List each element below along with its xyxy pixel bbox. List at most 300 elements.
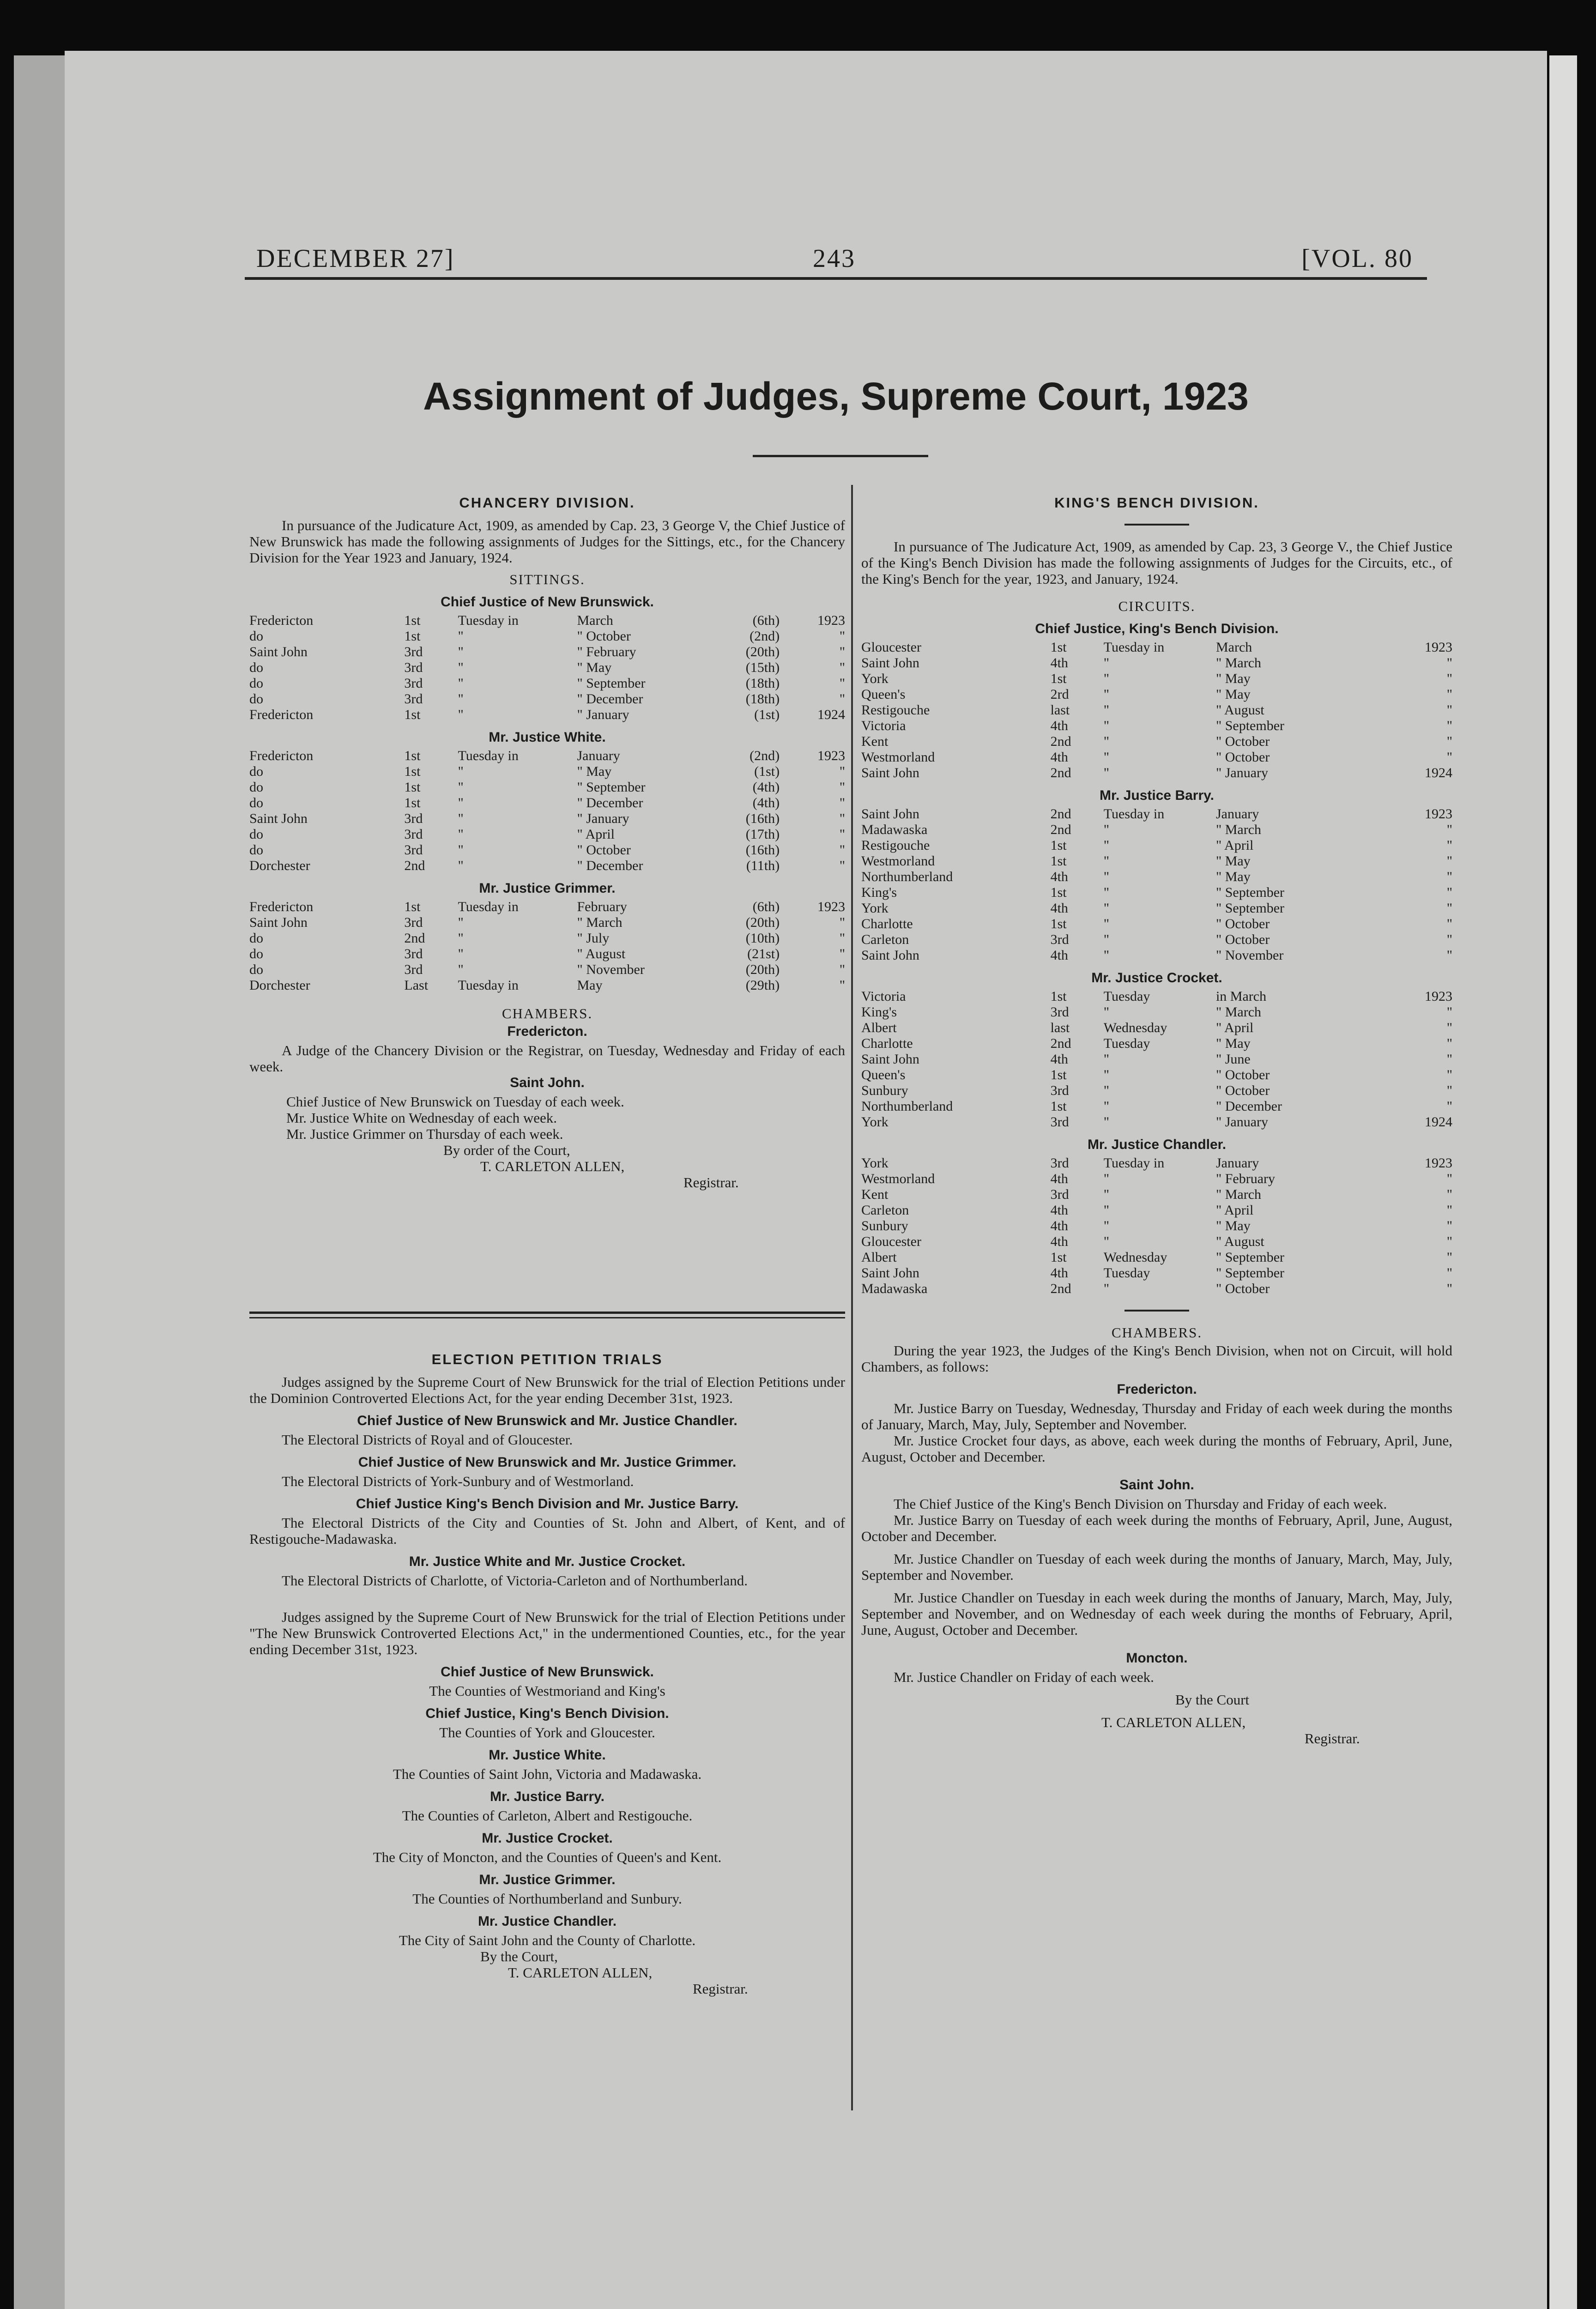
- circuit-cell: York: [861, 901, 889, 916]
- circuit-cell: Victoria: [861, 718, 906, 733]
- sitting-cell: (4th): [752, 795, 780, 810]
- election-heading: ELECTION PETITION TRIALS: [431, 1351, 663, 1367]
- sitting-cell: 3rd: [404, 827, 423, 842]
- circuit-cell: 4th: [1050, 718, 1068, 733]
- sitting-cell: Fredericton: [249, 613, 314, 628]
- circuit-cell: 1923: [1425, 989, 1452, 1004]
- sitting-cell: " May: [577, 764, 612, 779]
- sitting-row: [249, 676, 845, 691]
- sitting-cell: Fredericton: [249, 748, 314, 763]
- circuit-cell: ": [1103, 1004, 1110, 1020]
- election-districts: The Counties of Saint John, Victoria and Madawaska.: [393, 1766, 702, 1782]
- circuit-cell: " March: [1215, 655, 1262, 671]
- sitting-cell: (16th): [745, 842, 780, 858]
- section-rule-thin: [249, 1317, 845, 1318]
- sitting-cell: " October: [577, 842, 631, 858]
- circuit-cell: Northumberland: [861, 869, 953, 884]
- circuit-row: [861, 948, 1452, 963]
- sitting-cell: Tuesday in: [458, 899, 519, 914]
- kings-bench-heading: KING'S BENCH DIVISION.: [1054, 495, 1259, 511]
- chancery-section: [249, 492, 845, 1191]
- circuit-cell: ": [1446, 1036, 1452, 1051]
- circuit-cell: King's: [861, 885, 897, 900]
- sitting-cell: 1st: [404, 707, 421, 722]
- kb-fredericton-para: Mr. Justice Crocket four days, as above, each week during the months of February, April, June, August, October and December.: [861, 1433, 1452, 1465]
- circuit-cell: in March: [1215, 989, 1267, 1004]
- sitting-cell: ": [839, 915, 845, 930]
- sitting-cell: ": [839, 858, 845, 873]
- sitting-cell: 3rd: [404, 660, 423, 675]
- circuit-cell: 4th: [1050, 869, 1068, 884]
- circuit-cell: 2nd: [1050, 806, 1071, 822]
- kb-moncton-text: Mr. Justice Chandler on Friday of each week.: [894, 1669, 1154, 1685]
- circuit-row: [861, 916, 1452, 932]
- circuit-cell: ": [1446, 916, 1452, 931]
- sitting-row: [249, 915, 845, 931]
- circuit-row: [861, 1234, 1452, 1250]
- sitting-row: [249, 748, 845, 764]
- circuits-label: CIRCUITS.: [1118, 598, 1196, 614]
- sitting-cell: Fredericton: [249, 899, 314, 914]
- header-volume: [VOL. 80: [1301, 244, 1413, 273]
- circuit-cell: " September: [1215, 718, 1285, 733]
- sitting-cell: (29th): [745, 978, 780, 993]
- election-districts: The Electoral Districts of Charlotte, of Victoria-Carleton and of Northumberland.: [282, 1572, 748, 1589]
- circuit-cell: Wednesday: [1103, 1250, 1167, 1265]
- circuit-cell: " June: [1215, 1052, 1251, 1067]
- circuit-cell: Westmorland: [861, 853, 935, 869]
- sitting-cell: (15th): [745, 660, 780, 675]
- circuits-table: [861, 806, 1452, 963]
- page-title: Assignment of Judges, Supreme Court, 1923: [423, 375, 1249, 418]
- kings-bench-section: [861, 492, 1452, 1747]
- circuit-cell: ": [1446, 750, 1452, 765]
- book-binding-edge: [14, 55, 65, 2309]
- circuit-cell: York: [861, 1114, 889, 1130]
- circuit-cell: ": [1103, 1171, 1110, 1186]
- circuit-cell: Westmorland: [861, 1171, 935, 1186]
- circuit-cell: ": [1103, 1203, 1110, 1218]
- sitting-row: [249, 978, 845, 993]
- circuit-cell: " September: [1215, 1250, 1285, 1265]
- circuit-cell: ": [1446, 948, 1452, 963]
- circuit-cell: Queen's: [861, 1067, 906, 1082]
- sitting-cell: " September: [577, 676, 646, 691]
- election-judges: Mr. Justice Chandler.: [478, 1914, 617, 1929]
- kb-chambers-label: CHAMBERS.: [1111, 1324, 1203, 1341]
- circuit-cell: 1st: [1050, 671, 1067, 686]
- circuit-cell: " April: [1215, 838, 1254, 853]
- circuit-cell: ": [1103, 655, 1110, 671]
- circuit-cell: 3rd: [1050, 1083, 1069, 1098]
- election-intro-provincial: Judges assigned by the Supreme Court of New Brunswick for the trial of Election Petitions under "The New Brunswick Controverted Elections Act," in the undermentioned Counties, etc., for the year ending December 31st, 1923.: [249, 1609, 845, 1657]
- election-districts: The Counties of Northumberland and Sunbury.: [412, 1891, 682, 1907]
- circuit-cell: " October: [1215, 1083, 1270, 1098]
- circuit-cell: 4th: [1050, 1234, 1068, 1249]
- circuit-cell: ": [1103, 1083, 1110, 1098]
- kb-signer: T. CARLETON ALLEN,: [1101, 1714, 1246, 1730]
- judge-heading: Mr. Justice Chandler.: [1087, 1137, 1227, 1152]
- circuit-cell: Charlotte: [861, 1036, 913, 1051]
- sitting-cell: Tuesday in: [458, 748, 519, 763]
- sitting-cell: " March: [577, 915, 623, 930]
- sitting-cell: Saint John: [249, 811, 308, 826]
- sitting-cell: do: [249, 795, 263, 810]
- sitting-cell: ": [839, 780, 845, 795]
- sitting-cell: ": [839, 946, 845, 961]
- circuit-row: [861, 750, 1452, 765]
- circuit-cell: 3rd: [1050, 932, 1069, 947]
- circuit-cell: ": [1446, 838, 1452, 853]
- circuit-cell: 1924: [1425, 1114, 1452, 1130]
- election-section: [249, 1348, 845, 1997]
- sitting-cell: (11th): [746, 858, 780, 873]
- circuit-row: [861, 822, 1452, 838]
- election-districts: The Counties of Westmoriand and King's: [429, 1683, 665, 1699]
- circuit-cell: March: [1215, 640, 1252, 655]
- sitting-cell: ": [458, 780, 464, 795]
- sitting-row: [249, 827, 845, 842]
- sittings-table: [249, 899, 845, 993]
- circuit-row: [861, 901, 1452, 916]
- circuit-row: [861, 687, 1452, 702]
- judge-heading: Chief Justice, King's Bench Division.: [1035, 621, 1279, 636]
- circuit-cell: 1st: [1050, 838, 1067, 853]
- election-judges: Chief Justice of New Brunswick.: [441, 1664, 654, 1680]
- circuit-cell: " October: [1215, 750, 1270, 765]
- sitting-cell: do: [249, 629, 263, 644]
- circuit-cell: " March: [1215, 822, 1262, 837]
- circuit-row: [861, 718, 1452, 734]
- kb-saintjohn-label: Saint John.: [1119, 1477, 1194, 1493]
- election-judges: Chief Justice King's Bench Division and Mr. Justice Barry.: [356, 1496, 739, 1511]
- kb-moncton-label: Moncton.: [1126, 1650, 1188, 1666]
- circuit-cell: " October: [1215, 734, 1270, 749]
- circuit-cell: York: [861, 671, 889, 686]
- circuit-cell: ": [1446, 853, 1452, 869]
- sitting-cell: 1924: [817, 707, 845, 722]
- sitting-cell: Last: [404, 978, 429, 993]
- circuit-cell: ": [1446, 822, 1452, 837]
- circuit-cell: 2rd: [1050, 687, 1069, 702]
- sitting-cell: Tuesday in: [458, 613, 519, 628]
- sitting-cell: ": [839, 691, 845, 707]
- circuit-cell: 2nd: [1050, 1281, 1071, 1296]
- kb-fredericton-label: Fredericton.: [1117, 1382, 1197, 1397]
- sitting-row: [249, 931, 845, 946]
- sitting-cell: ": [458, 644, 464, 659]
- sitting-cell: ": [458, 691, 464, 707]
- sitting-row: [249, 811, 845, 827]
- circuit-cell: ": [1103, 1281, 1110, 1296]
- circuit-cell: ": [1103, 702, 1110, 718]
- circuit-row: [861, 1036, 1452, 1052]
- circuit-cell: Westmorland: [861, 750, 935, 765]
- circuit-row: [861, 1083, 1452, 1099]
- circuit-row: [861, 702, 1452, 718]
- sitting-row: [249, 946, 845, 962]
- circuit-cell: January: [1215, 1155, 1259, 1171]
- circuit-row: [861, 838, 1452, 853]
- circuit-cell: 3rd: [1050, 1187, 1069, 1202]
- circuit-cell: ": [1103, 687, 1110, 702]
- circuit-row: [861, 1052, 1452, 1067]
- election-districts: The Electoral Districts of the City and Counties of St. John and Albert, of Kent, and of Restigouche-Madawaska.: [249, 1515, 845, 1547]
- sitting-cell: March: [577, 613, 613, 628]
- election-judges: Mr. Justice White.: [489, 1747, 606, 1763]
- sitting-cell: 3rd: [404, 915, 423, 930]
- circuit-cell: ": [1103, 1067, 1110, 1082]
- sitting-cell: 1st: [404, 613, 421, 628]
- sitting-cell: " January: [577, 811, 629, 826]
- circuit-cell: Saint John: [861, 806, 919, 822]
- sitting-cell: 3rd: [404, 946, 423, 961]
- circuit-cell: Restigouche: [861, 702, 930, 718]
- circuit-cell: Tuesday in: [1103, 640, 1165, 655]
- sittings-table: [249, 748, 845, 874]
- election-judges: Mr. Justice White and Mr. Justice Crocket.: [409, 1554, 686, 1569]
- sitting-cell: ": [458, 842, 464, 858]
- sitting-cell: do: [249, 827, 263, 842]
- sitting-cell: ": [839, 629, 845, 644]
- circuit-row: [861, 1265, 1452, 1281]
- circuit-cell: " October: [1215, 932, 1270, 947]
- sitting-cell: (18th): [745, 691, 780, 707]
- circuit-cell: 3rd: [1050, 1004, 1069, 1020]
- circuit-cell: Queen's: [861, 687, 906, 702]
- judge-heading: Mr. Justice White.: [489, 730, 606, 745]
- circuit-cell: " October: [1215, 916, 1270, 931]
- circuit-row: [861, 1171, 1452, 1187]
- circuit-cell: " February: [1215, 1171, 1276, 1186]
- circuits-table: [861, 640, 1452, 781]
- sitting-cell: ": [458, 915, 464, 930]
- sitting-cell: 1923: [817, 613, 845, 628]
- election-judges: Mr. Justice Grimmer.: [479, 1872, 616, 1887]
- circuit-cell: Sunbury: [861, 1083, 908, 1098]
- circuit-cell: ": [1103, 853, 1110, 869]
- sitting-cell: (18th): [745, 676, 780, 691]
- circuit-cell: 2nd: [1050, 734, 1071, 749]
- circuit-cell: " March: [1215, 1004, 1262, 1020]
- sitting-cell: (6th): [752, 899, 780, 914]
- circuit-row: [861, 1281, 1452, 1297]
- circuit-cell: ": [1103, 671, 1110, 686]
- sitting-cell: February: [577, 899, 627, 914]
- sitting-cell: 3rd: [404, 676, 423, 691]
- sitting-cell: " January: [577, 707, 629, 722]
- election-intro-dominion: Judges assigned by the Supreme Court of New Brunswick for the trial of Election Petitions under the Dominion Controverted Elections Act, for the year ending December 31st, 1923.: [249, 1374, 845, 1406]
- chancery-saintjohn-line: Mr. Justice Grimmer on Thursday of each week.: [286, 1126, 563, 1142]
- circuit-cell: " May: [1215, 1218, 1251, 1233]
- sitting-cell: 1st: [404, 748, 421, 763]
- sitting-cell: Saint John: [249, 915, 308, 930]
- kb-fredericton-para: Mr. Justice Barry on Tuesday, Wednesday, Thursday and Friday of each week during the months of January, March, May, July, September and November.: [861, 1400, 1452, 1433]
- circuit-cell: Wednesday: [1103, 1020, 1167, 1035]
- circuit-cell: 3rd: [1050, 1155, 1069, 1171]
- election-signer: T. CARLETON ALLEN,: [508, 1964, 653, 1981]
- kb-saintjohn-para: Mr. Justice Chandler on Tuesday in each week during the months of January, March, May, July, September and November, and on Wednesday of each week during the months of February, April, June, August, October and December.: [861, 1590, 1452, 1638]
- circuit-row: [861, 1250, 1452, 1265]
- sitting-cell: ": [839, 676, 845, 691]
- sitting-row: [249, 644, 845, 660]
- circuit-cell: " May: [1215, 687, 1251, 702]
- judge-heading: Mr. Justice Grimmer.: [479, 881, 616, 896]
- circuit-cell: ": [1103, 1099, 1110, 1114]
- election-signer-title: Registrar.: [693, 1981, 748, 1997]
- circuits-end-rule: [1124, 1310, 1189, 1312]
- circuit-cell: 2nd: [1050, 822, 1071, 837]
- circuit-cell: ": [1103, 1114, 1110, 1130]
- sitting-cell: 3rd: [404, 842, 423, 858]
- sitting-cell: " September: [577, 780, 646, 795]
- next-page-edge: [1549, 55, 1577, 2309]
- circuit-cell: 1st: [1050, 1250, 1067, 1265]
- circuit-cell: ": [1446, 869, 1452, 884]
- circuits-table: [861, 1155, 1452, 1297]
- sitting-cell: 2nd: [404, 931, 425, 946]
- circuit-row: [861, 734, 1452, 750]
- circuit-cell: " April: [1215, 1203, 1254, 1218]
- circuit-row: [861, 1020, 1452, 1036]
- sitting-cell: " November: [577, 962, 645, 977]
- circuit-cell: ": [1446, 1281, 1452, 1296]
- sitting-cell: ": [839, 795, 845, 810]
- circuit-cell: ": [1103, 750, 1110, 765]
- sitting-row: [249, 842, 845, 858]
- election-districts: The Counties of Carleton, Albert and Restigouche.: [402, 1807, 693, 1824]
- circuit-cell: 2nd: [1050, 1036, 1071, 1051]
- election-districts: The Electoral Districts of York-Sunbury and of Westmorland.: [282, 1473, 634, 1489]
- circuit-cell: ": [1446, 734, 1452, 749]
- sitting-cell: Tuesday in: [458, 978, 519, 993]
- circuit-cell: ": [1446, 1250, 1452, 1265]
- sitting-cell: ": [458, 795, 464, 810]
- circuit-row: [861, 806, 1452, 822]
- sitting-cell: 1st: [404, 795, 421, 810]
- circuit-cell: " October: [1215, 1067, 1270, 1082]
- circuit-row: [861, 1114, 1452, 1130]
- chancery-sittings: [249, 594, 845, 993]
- circuit-cell: 1923: [1425, 806, 1452, 822]
- election-provincial-assignments: [249, 1664, 845, 1948]
- sitting-cell: Fredericton: [249, 707, 314, 722]
- circuit-cell: Saint John: [861, 1265, 919, 1281]
- kb-saintjohn-para: Mr. Justice Chandler on Tuesday of each week during the months of January, March, May, July, September and November.: [861, 1551, 1452, 1583]
- sitting-cell: ": [458, 827, 464, 842]
- sitting-cell: do: [249, 780, 263, 795]
- sitting-row: [249, 629, 845, 644]
- sitting-cell: do: [249, 931, 263, 946]
- circuit-cell: ": [1446, 655, 1452, 671]
- circuit-cell: ": [1446, 1218, 1452, 1233]
- circuit-cell: last: [1050, 1020, 1070, 1035]
- chancery-heading: CHANCERY DIVISION.: [459, 495, 635, 511]
- circuit-cell: Kent: [861, 1187, 889, 1202]
- circuit-row: [861, 640, 1452, 655]
- sitting-cell: 3rd: [404, 691, 423, 707]
- circuit-cell: ": [1446, 1004, 1452, 1020]
- circuit-cell: ": [1446, 671, 1452, 686]
- circuit-cell: 1st: [1050, 1067, 1067, 1082]
- circuit-cell: ": [1103, 885, 1110, 900]
- circuit-cell: ": [1103, 838, 1110, 853]
- sitting-cell: ": [839, 764, 845, 779]
- sitting-cell: " April: [577, 827, 615, 842]
- header-rule: [245, 277, 1427, 280]
- circuit-cell: " January: [1215, 1114, 1269, 1130]
- circuit-cell: ": [1103, 916, 1110, 931]
- page-number: 243: [813, 244, 856, 273]
- circuit-cell: 4th: [1050, 901, 1068, 916]
- sitting-cell: (1st): [754, 707, 780, 722]
- circuit-cell: 1st: [1050, 1099, 1067, 1114]
- circuit-cell: ": [1446, 1099, 1452, 1114]
- sitting-cell: May: [577, 978, 603, 993]
- sitting-row: [249, 613, 845, 629]
- circuit-cell: Sunbury: [861, 1218, 908, 1233]
- circuit-row: [861, 1155, 1452, 1171]
- chancery-saintjohn-line: Chief Justice of New Brunswick on Tuesday of each week.: [286, 1094, 624, 1110]
- sittings-table: [249, 613, 845, 723]
- sitting-cell: " December: [577, 858, 643, 873]
- circuit-cell: 1st: [1050, 989, 1067, 1004]
- circuit-cell: Tuesday: [1103, 1265, 1150, 1281]
- circuit-cell: Albert: [861, 1250, 897, 1265]
- circuit-cell: ": [1446, 1265, 1452, 1281]
- chancery-chambers-label: CHAMBERS.: [502, 1005, 593, 1022]
- sitting-cell: do: [249, 676, 263, 691]
- sitting-cell: (20th): [745, 962, 780, 977]
- circuit-cell: " May: [1215, 869, 1251, 884]
- kings-bench-intro: In pursuance of The Judicature Act, 1909, as amended by Cap. 23, 3 George V., the Chief Justice of the King's Bench Division has made the following assignments of Judges for the Circuits, etc., of the King's Bench for the year, 1923, and January, 1924.: [861, 538, 1452, 587]
- circuit-cell: " May: [1215, 671, 1251, 686]
- sitting-row: [249, 962, 845, 978]
- circuit-cell: last: [1050, 702, 1070, 718]
- column-divider: [851, 485, 853, 2110]
- sitting-row: [249, 660, 845, 676]
- circuit-cell: ": [1103, 734, 1110, 749]
- election-judges: Chief Justice, King's Bench Division.: [425, 1706, 669, 1721]
- circuit-cell: ": [1446, 901, 1452, 916]
- circuit-cell: 4th: [1050, 948, 1068, 963]
- sitting-cell: do: [249, 946, 263, 961]
- circuit-cell: 4th: [1050, 750, 1068, 765]
- circuit-cell: 1st: [1050, 885, 1067, 900]
- election-districts: The Electoral Districts of Royal and of Gloucester.: [282, 1432, 573, 1448]
- sitting-cell: (4th): [752, 780, 780, 795]
- sitting-cell: do: [249, 691, 263, 707]
- circuit-row: [861, 1004, 1452, 1020]
- sitting-cell: ": [458, 764, 464, 779]
- circuit-cell: ": [1446, 1187, 1452, 1202]
- circuit-cell: ": [1446, 1171, 1452, 1186]
- circuit-cell: Victoria: [861, 989, 906, 1004]
- sitting-cell: ": [458, 676, 464, 691]
- election-judges: Chief Justice of New Brunswick and Mr. Justice Grimmer.: [358, 1455, 737, 1470]
- circuit-cell: " September: [1215, 901, 1285, 916]
- sitting-cell: 3rd: [404, 962, 423, 977]
- circuit-cell: Saint John: [861, 948, 919, 963]
- sitting-row: [249, 899, 845, 915]
- sitting-cell: Dorchester: [249, 858, 310, 873]
- sitting-row: [249, 795, 845, 811]
- sitting-cell: 3rd: [404, 644, 423, 659]
- circuit-cell: 1924: [1425, 765, 1452, 780]
- circuit-cell: 1923: [1425, 640, 1452, 655]
- sitting-cell: do: [249, 962, 263, 977]
- sitting-cell: " December: [577, 795, 643, 810]
